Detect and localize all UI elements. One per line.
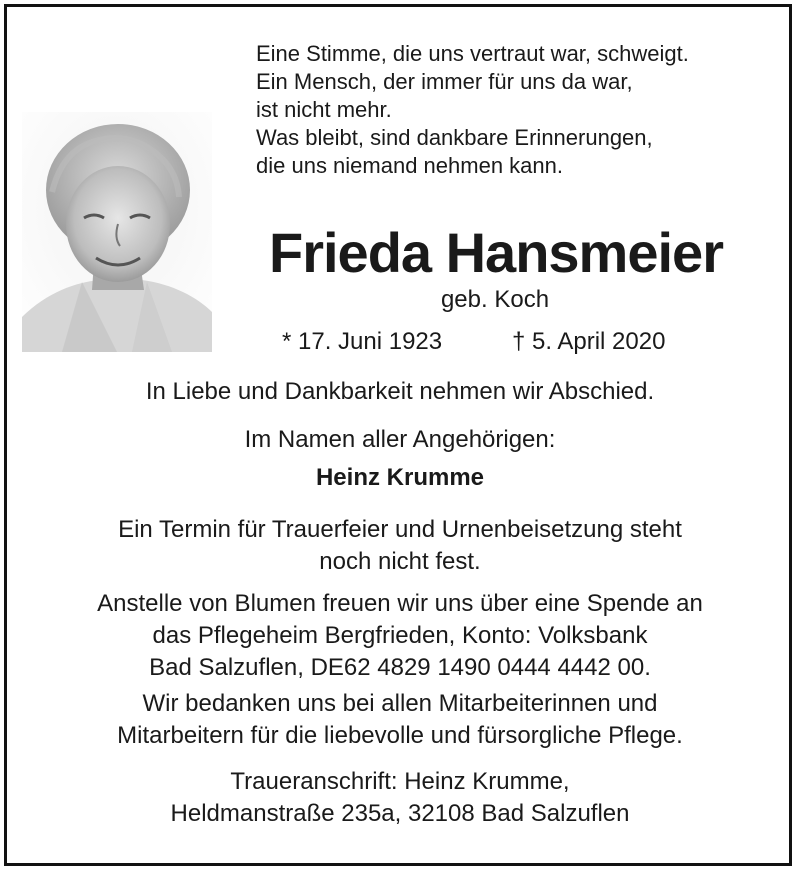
signature-name: Heinz Krumme: [315, 464, 485, 491]
address-line: Heldmanstraße 235a, 32108 Bad Salzuflen: [170, 800, 630, 827]
portrait-illustration: [22, 112, 212, 352]
poem-line: Was bleibt, sind dankbare Erinnerungen,: [256, 125, 653, 150]
ceremony-line: noch nicht fest.: [319, 548, 481, 575]
birth-date: * 17. Juni 1923: [282, 328, 443, 355]
donation-line: das Pflegeheim Bergfrieden, Konto: Volksbank: [152, 622, 648, 649]
portrait-photo: [22, 112, 212, 352]
thanks-notice: [0, 688, 800, 752]
birth-name: geb. Koch: [440, 286, 550, 313]
mourning-address: [0, 766, 800, 830]
ceremony-line: Ein Termin für Trauerfeier und Urnenbeisetzung steht: [118, 516, 682, 543]
memorial-poem: [256, 40, 756, 180]
donation-line: Bad Salzuflen, DE62 4829 1490 0444 4442 00.: [149, 654, 651, 681]
ceremony-notice: [0, 514, 800, 578]
poem-line: Ein Mensch, der immer für uns da war,: [256, 69, 633, 94]
signature-intro: Im Namen aller Angehörigen:: [244, 426, 556, 453]
thanks-line: Mitarbeitern für die liebevolle und fürsorgliche Pflege.: [117, 722, 683, 749]
deceased-name: Frieda Hansmeier: [269, 221, 723, 284]
farewell-text: In Liebe und Dankbarkeit nehmen wir Abschied.: [145, 378, 655, 405]
donation-notice: [0, 588, 800, 684]
death-date: † 5. April 2020: [512, 328, 666, 355]
thanks-line: Wir bedanken uns bei allen Mitarbeiterinnen und: [142, 690, 658, 717]
poem-line: Eine Stimme, die uns vertraut war, schweigt.: [256, 41, 689, 66]
poem-line: die uns niemand nehmen kann.: [256, 153, 563, 178]
poem-line: ist nicht mehr.: [256, 97, 392, 122]
address-line: Traueranschrift: Heinz Krumme,: [230, 768, 570, 795]
donation-line: Anstelle von Blumen freuen wir uns über eine Spende an: [97, 590, 703, 617]
